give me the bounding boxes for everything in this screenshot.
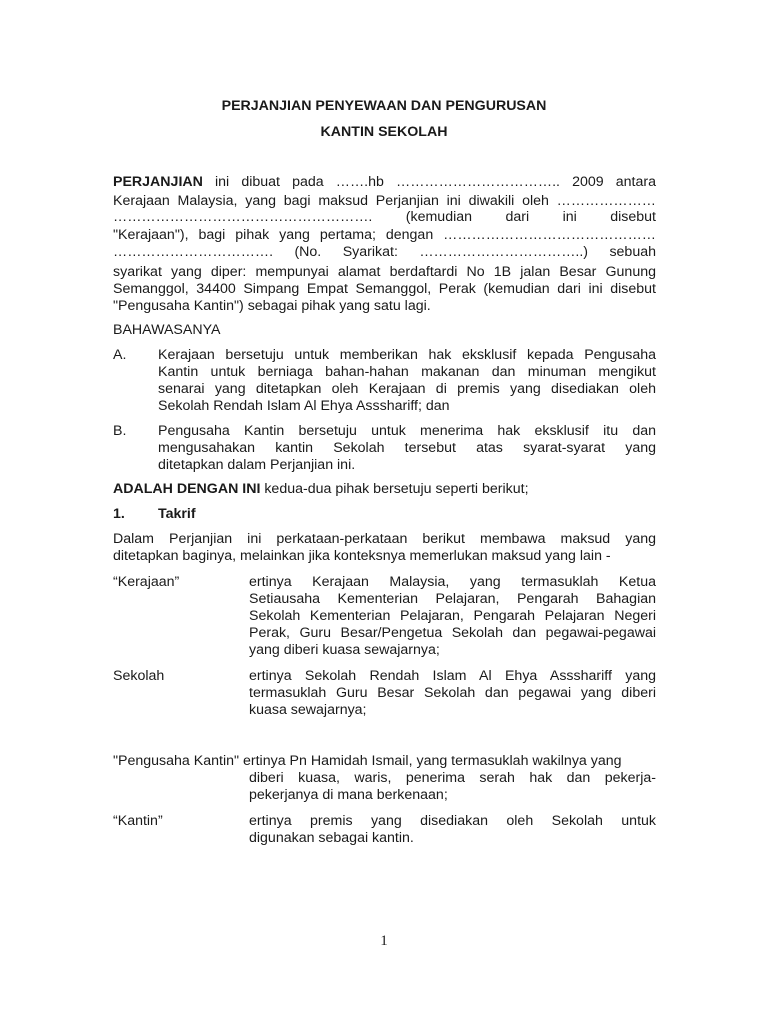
- intro-line-5: ……………………………. (No. Syarikat: ……………………………..) sebuah: [113, 244, 656, 260]
- def-pengusaha-line-3: pekerjanya di mana berkenaan;: [249, 787, 448, 803]
- takrif-intro-line-1: Dalam Perjanjian ini perkataan-perkataan berikut membawa maksud yang: [113, 531, 656, 547]
- clause-b-letter: B.: [113, 423, 127, 439]
- def-kerajaan-line-4: Perak, Guru Besar/Pengetua Sekolah dan pegawai-pegawai: [249, 625, 656, 641]
- clause-b-line-1: Pengusaha Kantin bersetuju untuk menerima hak eksklusif itu dan: [158, 423, 656, 439]
- def-sekolah-line-1: ertinya Sekolah Rendah Islam Al Ehya Assshariff yang: [249, 668, 656, 684]
- def-pengusaha-term: "Pengusaha Kantin": [113, 753, 240, 769]
- adalah-paragraph: [113, 480, 656, 499]
- adalah-rest: kedua-dua pihak bersetuju seperti berikut;: [260, 481, 529, 497]
- def-sekolah-line-3: kuasa sewajarnya;: [249, 702, 367, 718]
- takrif-intro-line-2: ditetapkan baginya, melainkan jika konteksnya memerlukan maksud yang lain -: [113, 548, 611, 564]
- intro-line-1-text: ini dibuat pada …….hb …………………………….. 2009 antara: [215, 174, 656, 190]
- def-kerajaan-line-5: yang diberi kuasa sewajarnya;: [249, 642, 440, 658]
- intro-line-4: "Kerajaan"), bagi pihak yang pertama; dengan ………………………………………: [113, 227, 656, 243]
- section-1-number: 1.: [113, 506, 125, 522]
- def-kantin-line-2: digunakan sebagai kantin.: [249, 830, 414, 846]
- document-title-line-1: PERJANJIAN PENYEWAAN DAN PENGURUSAN: [221, 98, 547, 114]
- clause-b-line-2: mengusahakan kantin Sekolah tersebut atas syarat-syarat yang: [158, 440, 656, 456]
- intro-line-2: Kerajaan Malaysia, yang bagi maksud Perjanjian ini diwakili oleh …………………: [113, 193, 656, 209]
- section-1-title: Takrif: [158, 506, 196, 522]
- def-kantin-term: “Kantin”: [113, 813, 163, 829]
- intro-line-6: syarikat yang diper: mempunyai alamat berdaftardi No 1B jalan Besar Gunung: [113, 264, 656, 280]
- intro-line-7: Semanggol, 34400 Simpang Empat Semanggol, Perak (kemudian dari ini disebut: [113, 281, 656, 297]
- def-kerajaan-term: “Kerajaan”: [113, 574, 180, 590]
- clause-a-line-1: Kerajaan bersetuju untuk memberikan hak eksklusif kepada Pengusaha: [158, 347, 656, 363]
- def-pengusaha-line-1: ertinya Pn Hamidah Ismail, yang termasuklah wakilnya yang: [243, 753, 622, 769]
- intro-line-8: "Pengusaha Kantin") sebagai pihak yang satu lagi.: [113, 298, 431, 314]
- intro-line-1: [113, 173, 656, 192]
- def-sekolah-line-2: termasuklah Guru Besar Sekolah dan pegawai yang diberi: [249, 685, 656, 701]
- page-number: 1: [380, 933, 388, 949]
- def-kerajaan-line-2: Setiausaha Kementerian Pelajaran, Pengarah Bahagian: [249, 591, 656, 607]
- def-pengusaha-line-2: diberi kuasa, waris, penerima serah hak dan pekerja-: [249, 770, 656, 786]
- def-kerajaan-line-3: Sekolah Kementerian Pelajaran, Pengarah Pelajaran Negeri: [249, 608, 656, 624]
- clause-a-line-3: senarai yang ditetapkan oleh Kerajaan di premis yang disediakan oleh: [158, 381, 656, 397]
- bahawasanya-heading: BAHAWASANYA: [113, 322, 221, 338]
- def-sekolah-term: Sekolah: [113, 668, 165, 684]
- intro-lead: PERJANJIAN: [113, 174, 203, 190]
- clause-a-line-4: Sekolah Rendah Islam Al Ehya Assshariff; dan: [158, 398, 450, 414]
- clause-a-letter: A.: [113, 347, 127, 363]
- clause-a-line-2: Kantin untuk berniaga bahan-hahan makanan dan minuman mengikut: [158, 364, 656, 380]
- def-kantin-line-1: ertinya premis yang disediakan oleh Sekolah untuk: [249, 813, 656, 829]
- document-title-line-2: KANTIN SEKOLAH: [320, 124, 448, 140]
- adalah-bold: ADALAH DENGAN INI: [113, 481, 261, 497]
- intro-line-3: ………………………………………………. (kemudian dari ini disebut: [113, 209, 656, 225]
- def-kerajaan-line-1: ertinya Kerajaan Malaysia, yang termasuklah Ketua: [249, 574, 656, 590]
- clause-b-line-3: ditetapkan dalam Perjanjian ini.: [158, 457, 356, 473]
